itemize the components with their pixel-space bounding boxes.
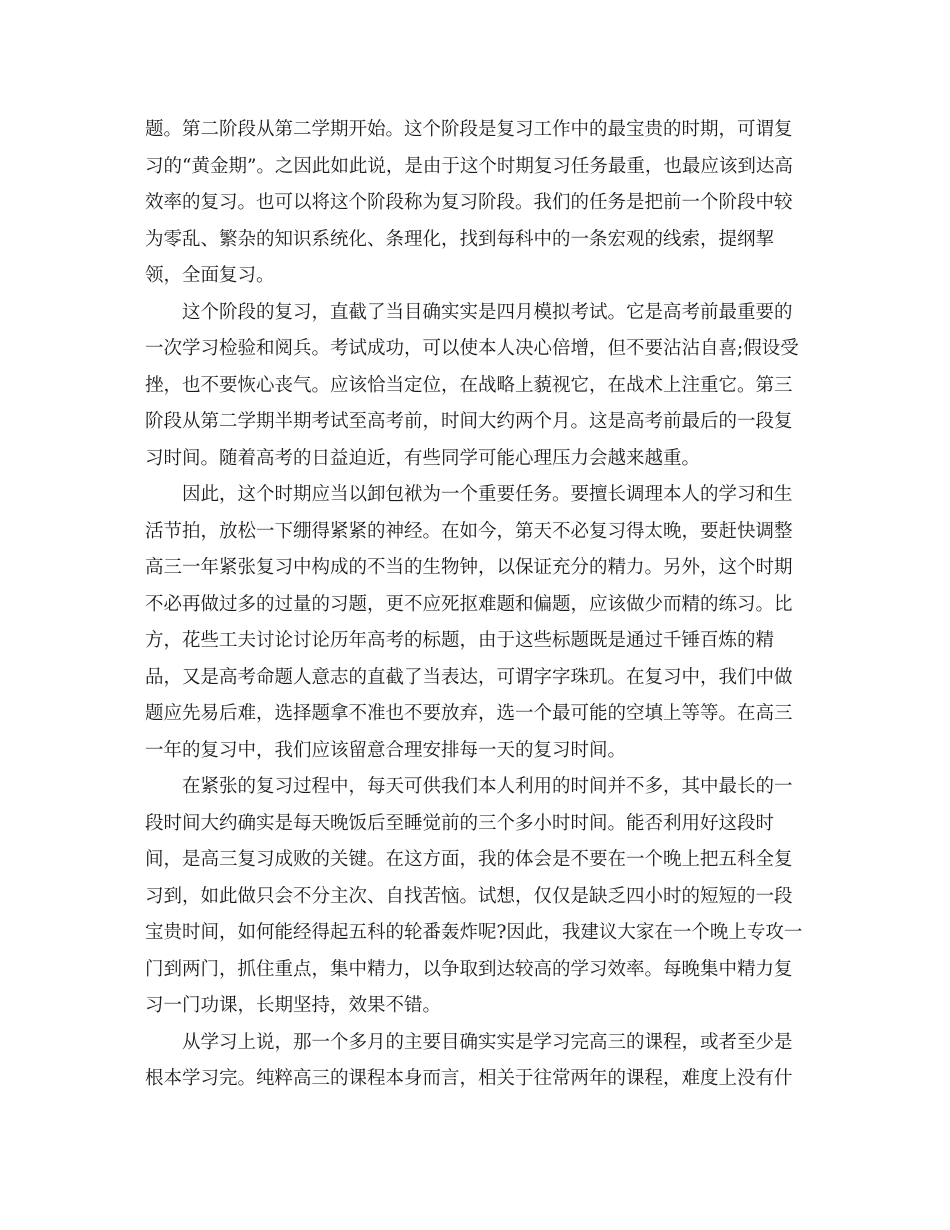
text-line: 题应先易后难，选择题拿不准也不要放弃，选一个最可能的空填上等等。在高三 xyxy=(145,703,793,724)
paragraph-first-line: 在紧张的复习过程中，每天可供我们本人利用的时间并不多，其中最长的一 xyxy=(182,776,793,797)
text-line: 活节拍，放松一下绷得紧紧的神经。在如今，第天不必复习得太晚，要赶快调整 xyxy=(145,520,793,542)
text-line: 阶段从第二学期半期考试至高考前，时间大约两个月。这是高考前最后的一段复 xyxy=(145,411,793,432)
text-line: 习一门功课，长期坚持，效果不错。 xyxy=(145,995,442,1016)
paragraph-first-line: 因此，这个时期应当以卸包袱为一个重要任务。要擅长调理本人的学习和生 xyxy=(182,484,793,505)
text-line: 一次学习检验和阅兵。考试成功，可以使本人决心倍增，但不要沾沾自喜;假设受 xyxy=(145,338,799,359)
text-line: 间，是高三复习成败的关键。在这方面，我的体会是不要在一个晚上把五科全复 xyxy=(145,849,793,870)
text-line: 方，花些工夫讨论讨论历年高考的标题，由于这些标题既是通过千锤百炼的精 xyxy=(145,630,775,651)
text-line: 挫，也不要恢心丧气。应该恰当定位，在战略上藐视它，在战术上注重它。第三 xyxy=(145,374,793,396)
text-line: 高三一年紧张复习中构成的不当的生物钟，以保证充分的精力。另外，这个时期 xyxy=(145,557,793,578)
text-line: 根本学习完。纯粹高三的课程本身而言，相关于往常两年的课程，难度上没有什 xyxy=(145,1068,793,1089)
text-line: 习的“黄金期”。之因此如此说，是由于这个时期复习任务最重，也最应该到达高 xyxy=(145,155,793,177)
paragraph-first-line: 从学习上说，那一个多月的主要目确实实是学习完高三的课程，或者至少是 xyxy=(182,1031,793,1053)
text-line: 门到两门，抓住重点，集中精力，以争取到达较高的学习效率。每晚集中精力复 xyxy=(145,958,793,980)
document-body-text xyxy=(145,112,810,1098)
text-line: 习到，如此做只会不分主次、自找苦恼。试想，仅仅是缺乏四小时的短短的一段 xyxy=(145,885,793,907)
text-line: 不必再做过多的过量的习题，更不应死抠难题和偏题，应该做少而精的练习。比 xyxy=(145,593,793,615)
paragraph-first-line: 这个阶段的复习，直截了当目确实实是四月模拟考试。它是高考前最重要的 xyxy=(182,301,793,323)
text-line: 一年的复习中，我们应该留意合理安排每一天的复习时间。 xyxy=(145,739,627,761)
text-line: 领，全面复习。 xyxy=(145,265,275,286)
text-line: 为零乱、繁杂的知识系统化、条理化，找到每科中的一条宏观的线索，提纲挈 xyxy=(145,228,775,250)
text-line: 品，又是高考命题人意志的直截了当表达，可谓字字珠玑。在复习中，我们中做 xyxy=(145,666,793,688)
text-line: 题。第二阶段从第二学期开始。这个阶段是复习工作中的最宝贵的时期，可谓复 xyxy=(145,119,793,140)
text-line: 效率的复习。也可以将这个阶段称为复习阶段。我们的任务是把前一个阶段中较 xyxy=(145,192,793,213)
text-line: 段时间大约确实是每天晚饭后至睡觉前的三个多小时时间。能否利用好这段时 xyxy=(145,812,775,834)
text-line: 宝贵时间，如何能经得起五科的轮番轰炸呢?因此，我建议大家在一个晚上专攻一 xyxy=(145,922,803,943)
text-line: 习时间。随着高考的日益迫近，有些同学可能心理压力会越来越重。 xyxy=(145,447,701,469)
